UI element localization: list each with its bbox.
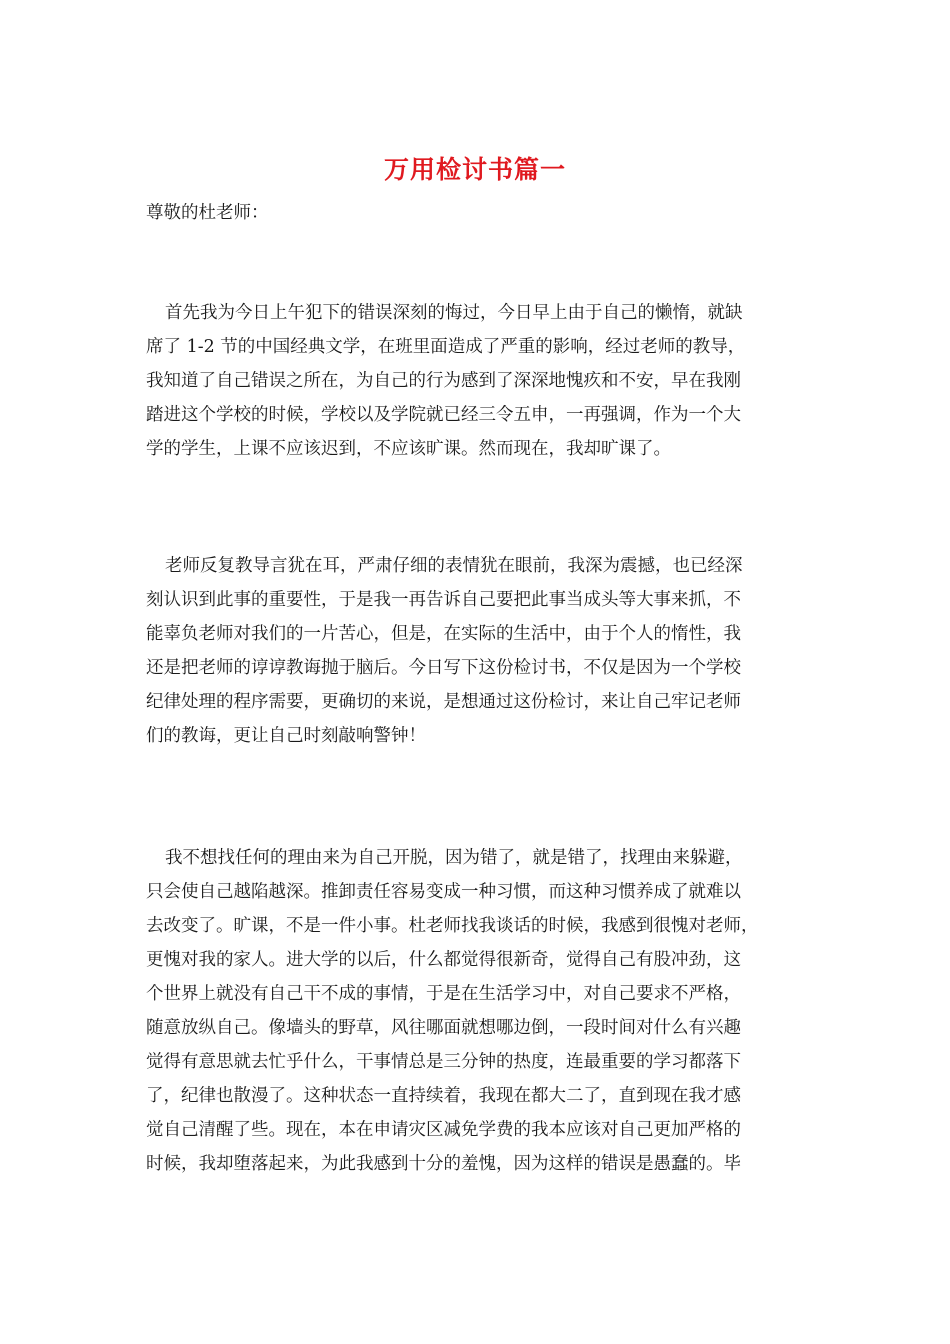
paragraph-line: 时候，我却堕落起来，为此我感到十分的羞愧，因为这样的错误是愚蠢的。毕 bbox=[146, 1154, 741, 1174]
paragraph-line: 我不想找任何的理由来为自己开脱，因为错了，就是错了，找理由来躲避， bbox=[165, 848, 743, 868]
paragraph-line: 个世界上就没有自己干不成的事情，于是在生活学习中，对自己要求不严格， bbox=[146, 984, 741, 1004]
paragraph-line: 了，纪律也散漫了。这种状态一直持续着，我现在都大二了，直到现在我才感 bbox=[146, 1086, 741, 1106]
paragraph-line: 能辜负老师对我们的一片苦心，但是，在实际的生活中，由于个人的惰性，我 bbox=[146, 624, 741, 644]
paragraph-1 bbox=[146, 296, 810, 466]
paragraph-3 bbox=[146, 841, 810, 1181]
paragraph-line: 只会使自己越陷越深。推卸责任容易变成一种习惯，而这种习惯养成了就难以 bbox=[146, 882, 741, 902]
paragraph-line: 觉得有意思就去忙乎什么，干事情总是三分钟的热度，连最重要的学习都落下 bbox=[146, 1052, 741, 1072]
paragraph-line: 老师反复教导言犹在耳，严肃仔细的表情犹在眼前，我深为震撼，也已经深 bbox=[165, 556, 743, 576]
paragraph-line: 觉自己清醒了些。现在，本在申请灾区减免学费的我本应该对自己更加严格的 bbox=[146, 1120, 741, 1140]
paragraph-line: 席了 1-2 节的中国经典文学，在班里面造成了严重的影响，经过老师的教导， bbox=[146, 337, 746, 357]
paragraph-line: 去改变了。旷课，不是一件小事。杜老师找我谈话的时候，我感到很愧对老师， bbox=[146, 916, 759, 936]
document-title: 万用检讨书篇一 bbox=[383, 155, 566, 184]
paragraph-line: 随意放纵自己。像墙头的野草，风往哪面就想哪边倒，一段时间对什么有兴趣 bbox=[146, 1018, 741, 1038]
salutation: 尊敬的杜老师： bbox=[146, 203, 269, 223]
paragraph-line: 我知道了自己错误之所在，为自己的行为感到了深深地愧疚和不安，早在我刚 bbox=[146, 371, 741, 391]
paragraph-line: 首先我为今日上午犯下的错误深刻的悔过，今日早上由于自己的懒惰，就缺 bbox=[165, 303, 743, 323]
paragraph-line: 纪律处理的程序需要，更确切的来说，是想通过这份检讨，来让自己牢记老师 bbox=[146, 692, 741, 712]
paragraph-line: 们的教诲，更让自己时刻敲响警钟！ bbox=[146, 726, 426, 746]
paragraph-line: 学的学生，上课不应该迟到，不应该旷课。然而现在，我却旷课了。 bbox=[146, 439, 671, 459]
paragraph-line: 刻认识到此事的重要性，于是我一再告诉自己要把此事当成头等大事来抓，不 bbox=[146, 590, 741, 610]
paragraph-2 bbox=[146, 549, 810, 753]
paragraph-line: 更愧对我的家人。进大学的以后，什么都觉得很新奇，觉得自己有股冲劲，这 bbox=[146, 950, 741, 970]
paragraph-line: 还是把老师的谆谆教诲抛于脑后。今日写下这份检讨书，不仅是因为一个学校 bbox=[146, 658, 741, 678]
paragraph-line: 踏进这个学校的时候，学校以及学院就已经三令五申，一再强调，作为一个大 bbox=[146, 405, 741, 425]
